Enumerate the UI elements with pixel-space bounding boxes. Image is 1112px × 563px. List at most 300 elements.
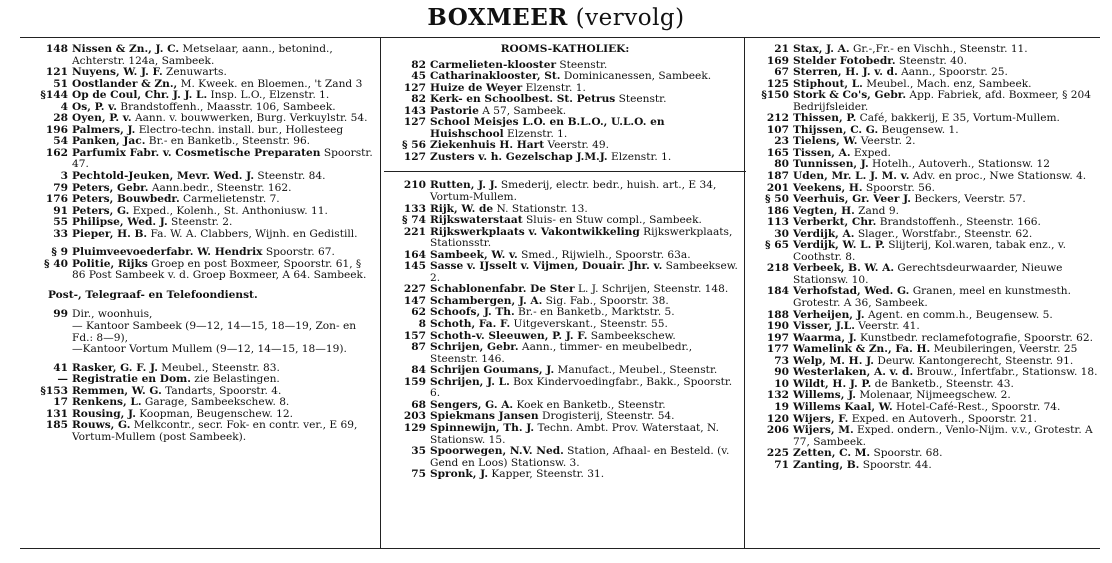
- entry-name: Willems Kaal, W.: [793, 400, 893, 413]
- phone-number: 127: [403, 81, 426, 94]
- phone-number: 55: [53, 216, 68, 229]
- entry-name: Sengers, G. A.: [430, 398, 514, 411]
- entry-name: Spinnewijn, Th. J.: [430, 421, 535, 434]
- directory-entry: [392, 261, 738, 284]
- entry-details: Steenstr.: [556, 58, 608, 71]
- entry-details: Aann., timmer- en meubelbedr., Steenstr. 146.: [430, 341, 693, 365]
- entry-name: Panken, Jac.: [72, 135, 146, 148]
- entry-name: Stork & Co's, Gebr.: [793, 89, 907, 102]
- entry-details: Hotel-Café-Rest., Spoorstr. 74.: [892, 400, 1061, 413]
- entry-details: Box Kindervoedingfabr., Bakk., Spoorstr. 6.: [430, 375, 733, 400]
- entry-details: Spoorstr. 56.: [862, 181, 935, 194]
- entry-name: Verberkt, Chr.: [793, 216, 877, 229]
- entry-details: Spoorstr. 44.: [859, 458, 932, 471]
- phone-number: 80: [774, 158, 789, 171]
- phone-number: 35: [411, 445, 426, 458]
- phone-number: 23: [774, 135, 789, 148]
- entry-details: Insp. L.O., Elzenstr. 1.: [207, 89, 330, 102]
- phone-number: 212: [766, 112, 789, 125]
- entry-name: Rousing, J.: [72, 407, 136, 420]
- entry-name: Catharinaklooster, St.: [430, 70, 561, 83]
- phone-number: 127: [403, 150, 426, 163]
- entry-details: Aann., Spoorstr. 25.: [897, 66, 1008, 79]
- entry-name: Stelder Fotobedr.: [793, 54, 896, 67]
- phone-number: 62: [411, 306, 426, 319]
- entry-name: Palmers, J.: [72, 123, 136, 136]
- phone-number: 99: [53, 308, 68, 321]
- section-heading: Post-, Telegraaf- en Telefoondienst.: [48, 288, 258, 301]
- phone-number: 82: [411, 93, 426, 106]
- phone-number: 210: [403, 179, 426, 192]
- phone-number: 33: [53, 227, 68, 240]
- phone-number: § 74: [402, 214, 426, 227]
- entry-text: [789, 460, 1105, 472]
- entry-details: Brandstoffenh., Steenstr. 166.: [876, 216, 1041, 229]
- entry-name: Parfumix Fabr. v. Cosmetische Preparaten: [72, 146, 321, 159]
- directory-entry: [30, 344, 374, 356]
- entry-details: Elzenstr. 1.: [522, 81, 586, 94]
- entry-name: Westerlaken, A. v. d.: [793, 366, 914, 379]
- column-1: [30, 44, 374, 444]
- phone-number: 184: [766, 285, 789, 298]
- entry-name: Verhofstad, Wed. G.: [793, 285, 910, 298]
- phone-number: 159: [403, 375, 426, 388]
- phone-number: 45: [411, 70, 426, 83]
- entry-text: [426, 227, 738, 250]
- phone-number: 190: [766, 320, 789, 333]
- phone-number: 176: [45, 193, 68, 206]
- phone-number: 196: [45, 123, 68, 136]
- entry-text: [426, 342, 738, 365]
- entry-name: Tunnissen, J.: [793, 158, 869, 171]
- entry-name: Wamelink & Zn., Fa. H.: [793, 343, 931, 356]
- entry-details: Metselaar, aann., betonind., Achterstr. 124a, Sambeek.: [72, 43, 333, 67]
- entry-text: [426, 377, 738, 400]
- entry-name: Willems, J.: [793, 389, 856, 402]
- entry-name: Pastorie: [430, 104, 479, 117]
- entry-name: Rijk, W. de: [430, 202, 494, 215]
- entry-name: Wijers, F.: [793, 412, 849, 425]
- entry-text: [789, 263, 1105, 286]
- entry-text: [426, 469, 738, 481]
- phone-number: 17: [53, 396, 68, 409]
- entry-details: Steenstr. 2.: [167, 216, 233, 229]
- entry-name: Tissen, A.: [793, 146, 851, 159]
- entry-name: Stiphout, L.: [793, 77, 863, 90]
- entry-details: Slijterij, Kol.waren, tabak enz., v. Coothstr. 8.: [793, 239, 1066, 263]
- phone-number: § 50: [765, 193, 789, 206]
- phone-number: 90: [774, 366, 789, 379]
- phone-number: 143: [403, 104, 426, 117]
- entry-details: Tandarts, Spoorstr. 4.: [161, 384, 282, 397]
- phone-number: 54: [53, 135, 68, 148]
- entry-details: Koek en Banketb., Steenstr.: [513, 398, 666, 411]
- phone-number: 51: [53, 77, 68, 90]
- phone-number: 10: [774, 377, 789, 390]
- entry-details: Steenstr. 40.: [895, 54, 967, 67]
- entry-details: Kunstbedr. reclamefotografie, Spoorstr. 62.: [856, 331, 1093, 344]
- phone-number: 129: [403, 421, 426, 434]
- entry-text: [68, 420, 374, 443]
- entry-name: Huize de Weyer: [430, 81, 523, 94]
- entry-details: Exped. ondern., Venlo-Nijm. v.v., Grotestr. A 77, Sambeek.: [793, 424, 1093, 448]
- phone-number: 84: [411, 364, 426, 377]
- directory-entry: [392, 469, 738, 481]
- entry-name: Tielens, W.: [793, 135, 858, 148]
- entry-name: Schoofs, J. Th.: [430, 306, 515, 319]
- phone-number: 71: [774, 458, 789, 471]
- entry-details: Steenstr.: [615, 93, 667, 106]
- entry-details: Sluis- en Stuw compl., Sambeek.: [522, 214, 702, 227]
- entry-details: Manufact., Meubel., Steenstr.: [554, 364, 718, 377]
- entry-details: M. Kweek. en Bloemen., 't Zand 3: [177, 77, 363, 90]
- phone-number: 197: [766, 331, 789, 344]
- rooms-katholiek-list: [392, 60, 738, 164]
- entry-text: [68, 229, 374, 241]
- entry-name: Pieper, H. B.: [72, 227, 148, 240]
- entry-details: Meubel., Mach. enz, Sambeek.: [862, 77, 1032, 90]
- phone-number: 177: [766, 343, 789, 356]
- column-2: [392, 44, 738, 481]
- directory-entry: [755, 286, 1105, 309]
- entry-name: Thijssen, C. G.: [793, 123, 879, 136]
- entry-details: Elzenstr. 1.: [503, 127, 568, 140]
- phone-number: 91: [53, 204, 68, 217]
- phone-number: 41: [53, 361, 68, 374]
- phone-number: 162: [45, 146, 68, 159]
- top-rule: [20, 37, 1100, 38]
- page-title: [0, 4, 1112, 31]
- entry-name: Oostlander & Zn.,: [72, 77, 178, 90]
- phone-number: 188: [766, 308, 789, 321]
- entry-name: Peters, G.: [72, 204, 130, 217]
- phone-number: 227: [403, 283, 426, 296]
- entry-details: Brouw., Infertfabr., Stationsw. 18.: [913, 366, 1098, 379]
- entry-name: Schrijen, Gebr.: [430, 341, 519, 354]
- entry-name: Veerhuis, Gr. Veer J.: [793, 193, 911, 206]
- entry-details: —Kantoor Vortum Mullem (9—12, 14—15, 18—19).: [72, 343, 347, 356]
- entry-details: Sambeekschew.: [587, 329, 676, 342]
- phone-number: § 40: [44, 257, 68, 270]
- entry-details: Dominicanessen, Sambeek.: [560, 70, 712, 83]
- phone-number: 113: [766, 216, 789, 229]
- entry-details: Gr.-,Fr.- en Vischh., Steenstr. 11.: [849, 43, 1028, 55]
- directory-entry: [392, 152, 738, 164]
- phone-number: 133: [403, 202, 426, 215]
- entry-details: Br.- en Banketb., Marktstr. 5.: [514, 306, 675, 319]
- entry-details: Brandstoffenh., Maasstr. 106, Sambeek.: [116, 100, 336, 113]
- phone-number: 185: [45, 419, 68, 432]
- entry-details: A 57, Sambeek.: [478, 104, 567, 117]
- phone-number: 120: [766, 412, 789, 425]
- phone-number: —: [57, 373, 68, 386]
- phone-number: §144: [40, 89, 68, 102]
- title-sub: (vervolg): [575, 5, 685, 31]
- entry-details: zie Belastingen.: [190, 373, 280, 386]
- entry-details: Café, bakkerij, E 35, Vortum-Mullem.: [856, 112, 1060, 125]
- entry-details: Meubileringen, Veerstr. 25: [930, 343, 1078, 356]
- column-3: [755, 44, 1105, 471]
- entry-details: Spoorstr. 67.: [262, 246, 335, 259]
- entry-name: Rijkswaterstaat: [430, 214, 523, 227]
- phone-number: § 9: [51, 246, 68, 259]
- entry-details: Br.- en Banketb., Steenstr. 96.: [145, 135, 311, 148]
- entry-details: Dir., woonhuis,: [72, 308, 153, 321]
- phone-number: 186: [766, 204, 789, 217]
- entry-name: Wijers, M.: [793, 424, 854, 437]
- entry-name: Nissen & Zn., J. C.: [72, 43, 180, 55]
- section-divider: [384, 171, 746, 172]
- entry-details: Adv. en proc., Nwe Stationsw. 4.: [909, 170, 1087, 183]
- entry-details: Groep en post Boxmeer, Spoorstr. 61, § 86 Post Sambeek v. d. Groep Boxmeer, A 64. Sambeek.: [72, 257, 367, 282]
- directory-entry: [392, 342, 738, 365]
- entry-details: Deurw. Kantongerecht, Steenstr. 91.: [873, 354, 1074, 367]
- phone-number: 165: [766, 146, 789, 159]
- directory-entry: [392, 423, 738, 446]
- phone-number: 19: [774, 400, 789, 413]
- entry-details: Electro-techn. install. bur., Hollesteeg: [135, 123, 344, 136]
- directory-entry: [392, 377, 738, 400]
- phone-number: 121: [45, 66, 68, 79]
- entry-text: [68, 321, 374, 344]
- entry-name: Verheijen, J.: [793, 308, 865, 321]
- entry-details: Uitgeverskant., Steenstr. 55.: [510, 318, 668, 331]
- entry-details: Smederij, electr. bedr., huish. art., E 34, Vortum-Mullem.: [430, 179, 717, 204]
- phone-number: 28: [53, 112, 68, 125]
- entry-name: Spiekmans Jansen: [430, 410, 539, 423]
- phone-number: 4: [60, 100, 68, 113]
- phone-number: 8: [418, 318, 426, 331]
- entry-details: L. J. Schrijen, Steenstr. 148.: [574, 283, 729, 296]
- directory-entry: [755, 240, 1105, 263]
- directory-entry: [30, 229, 374, 241]
- entry-name: Rutten, J. J.: [430, 179, 498, 192]
- entry-name: Politie, Rijks: [72, 257, 148, 270]
- directory-entry: [755, 90, 1105, 113]
- directory-entry: [392, 117, 738, 140]
- entry-name: Schrijen, J. L.: [430, 375, 510, 388]
- entry-name: Remmen, W. G.: [72, 384, 162, 397]
- phone-number: 67: [774, 66, 789, 79]
- entry-details: Garage, Sambeekschew. 8.: [141, 396, 290, 409]
- entry-name: Carmelieten-klooster: [430, 58, 557, 71]
- entry-details: Slager., Worstfabr., Steenstr. 62.: [854, 227, 1033, 240]
- entry-name: Uden, Mr. L. J. M. v.: [793, 170, 910, 183]
- entry-name: Peters, Gebr.: [72, 181, 149, 194]
- phone-number: 206: [766, 424, 789, 437]
- phone-number: 203: [403, 410, 426, 423]
- phone-number: 169: [766, 54, 789, 67]
- entry-details: Fa. W. A. Clabbers, Wijnh. en Gedistill.: [147, 227, 358, 240]
- entry-details: Spoorstr. 68.: [870, 447, 943, 460]
- phone-number: 132: [766, 389, 789, 402]
- entry-details: Spoorstr. 47.: [72, 146, 373, 171]
- phone-number: 87: [411, 341, 426, 354]
- phone-number: 221: [403, 225, 426, 238]
- entry-details: Carmelietenstr. 7.: [179, 193, 280, 206]
- title-main: BOXMEER: [427, 4, 568, 31]
- entry-details: Exped.: [850, 146, 891, 159]
- entry-details: Hotelh., Autoverh., Stationsw. 12: [868, 158, 1050, 171]
- entry-details: Koopman, Beugenschew. 12.: [135, 407, 293, 420]
- entry-name: Peters, Bouwbedr.: [72, 193, 180, 206]
- entry-name: Pechtold-Jeuken, Mevr. Wed. J.: [72, 170, 255, 183]
- entry-text: [68, 148, 374, 171]
- directory-entry: [30, 259, 374, 282]
- directory-entry: [392, 227, 738, 250]
- entry-name: Schoth, Fa. F.: [430, 318, 511, 331]
- entry-name: Vegten, H.: [793, 204, 855, 217]
- phone-number: 73: [774, 354, 789, 367]
- phone-number: 125: [766, 77, 789, 90]
- entry-name: Wildt, H. J. P.: [793, 377, 872, 390]
- entry-text: [789, 425, 1105, 448]
- entry-name: Schrijen Goumans, J.: [430, 364, 555, 377]
- phone-number: 68: [411, 398, 426, 411]
- phone-number: 75: [411, 468, 426, 481]
- entry-text: [789, 286, 1105, 309]
- entry-details: Kapper, Steenstr. 31.: [488, 468, 605, 481]
- phone-number: §150: [761, 89, 789, 102]
- phone-number: 131: [45, 407, 68, 420]
- entry-details: Zenuwarts.: [162, 66, 227, 79]
- entry-name: Schambergen, J. A.: [430, 294, 543, 307]
- phone-number: § 65: [765, 239, 789, 252]
- entry-name: Zanting, B.: [793, 458, 860, 471]
- entry-details: Meubel., Steenstr. 83.: [157, 361, 280, 374]
- directory-entry: [755, 460, 1105, 472]
- entry-text: [789, 90, 1105, 113]
- entry-details: Techn. Ambt. Prov. Waterstaat, N. Stationsw. 15.: [430, 421, 719, 446]
- entry-text: [426, 261, 738, 284]
- entry-details: Smed., Rijwielh., Spoorstr. 63a.: [517, 248, 691, 261]
- entry-details: Station, Afhaal- en Besteld. (v. Gend en Loos) Stationsw. 3.: [430, 445, 730, 469]
- column-divider-1: [380, 38, 381, 549]
- entry-text: [426, 152, 738, 164]
- phone-number: 21: [774, 43, 789, 55]
- directory-entry: [30, 148, 374, 171]
- bottom-rule: [20, 548, 1100, 549]
- phone-number: 157: [403, 329, 426, 342]
- entry-name: Op de Coul, Chr. J. J. L.: [72, 89, 208, 102]
- entry-details: App. Fabriek, afd. Boxmeer, § 204 Bedrijfsleider.: [793, 89, 1091, 113]
- entry-details: Melkcontr., secr. Fok- en contr. ver., E 69, Vortum-Mullem (post Sambeek).: [72, 419, 358, 443]
- phone-number: 225: [766, 447, 789, 460]
- entry-name: Nuyens, W. J. F.: [72, 66, 163, 79]
- entry-name: Philipse, Wed. J.: [72, 216, 168, 229]
- entry-text: [789, 240, 1105, 263]
- entry-name: Sambeek, W. v.: [430, 248, 518, 261]
- entry-name: Waarma, J.: [793, 331, 857, 344]
- phone-number: 148: [45, 43, 68, 55]
- entry-details: Granen, meel en kunstmesth. Grotestr. A 36, Sambeek.: [793, 285, 1071, 310]
- entry-text: [426, 180, 738, 203]
- entry-text: [68, 44, 374, 67]
- entry-name: Veekens, H.: [793, 181, 863, 194]
- phone-number: [30, 344, 68, 356]
- entry-name: Rouws, G.: [72, 419, 131, 432]
- phone-number: 79: [53, 181, 68, 194]
- entry-details: Veerstr. 41.: [854, 320, 920, 333]
- entry-name: Verdijk, W. L. P.: [793, 239, 885, 252]
- entry-name: Spronk, J.: [430, 468, 489, 481]
- directory-entry: [755, 263, 1105, 286]
- entry-details: Molenaar, Nijmeegschew. 2.: [855, 389, 1011, 402]
- entry-details: Elzenstr. 1.: [607, 150, 672, 163]
- entry-name: Verbeek, B. W. A.: [793, 262, 895, 275]
- entry-details: Beckers, Veerstr. 57.: [910, 193, 1026, 206]
- phone-number: 30: [774, 227, 789, 240]
- entry-details: Sambeeksew. 2.: [430, 260, 738, 284]
- directory-entry: [755, 425, 1105, 448]
- section-heading: ROOMS-KATHOLIEK:: [500, 43, 630, 55]
- phone-number: 147: [403, 294, 426, 307]
- phone-number: 145: [403, 260, 426, 273]
- entry-text: [426, 423, 738, 446]
- entry-name: School Meisjes L.O. en B.L.O., U.L.O. en Huishschool: [430, 116, 665, 140]
- directory-entry: [30, 420, 374, 443]
- entry-name: Pluimveevoederfabr. W. Hendrix: [72, 246, 263, 259]
- entry-details: Agent. en comm.h., Beugensew. 5.: [864, 308, 1053, 321]
- entry-details: Steenstr. 84.: [254, 170, 326, 183]
- entry-details: Aann.bedr., Steenstr. 162.: [148, 181, 292, 194]
- entry-details: Drogisterij, Steenstr. 54.: [538, 410, 675, 423]
- entry-name: Sterren, H. J. v. d.: [793, 66, 898, 79]
- column-divider-2: [744, 38, 745, 549]
- entry-name: Rasker, G. F. J.: [72, 361, 158, 374]
- entry-name: Schoth-v. Sleeuwen, P. J. F.: [430, 329, 588, 342]
- entry-details: Gerechtsdeurwaarder, Nieuwe Stationsw. 10.: [793, 262, 1063, 286]
- entry-details: — Kantoor Sambeek (9—12, 14—15, 18—19, Zon- en Fd.: 8—9),: [72, 320, 357, 344]
- directory-entry: [30, 321, 374, 344]
- entry-name: Ziekenhuis H. Hart: [430, 139, 545, 152]
- entry-name: Sasse v. IJsselt v. Vijmen, Douair. Jhr. v.: [430, 260, 663, 273]
- phone-number: 187: [766, 170, 789, 183]
- entry-details: Zand 9.: [854, 204, 899, 217]
- entry-name: Os, P. v.: [72, 100, 117, 113]
- entry-name: Zetten, C. M.: [793, 447, 871, 460]
- phone-number: 107: [766, 123, 789, 136]
- phone-number: 218: [766, 262, 789, 275]
- entry-name: Renkens, L.: [72, 396, 142, 409]
- entry-details: Aann. v. bouwwerken, Burg. Verkuylstr. 54.: [131, 112, 368, 125]
- entry-details: Veerstr. 2.: [857, 135, 916, 148]
- entry-details: Sig. Fab., Spoorstr. 38.: [542, 294, 669, 307]
- entry-name: Welp, M. H. J.: [793, 354, 874, 367]
- entry-text: [68, 344, 374, 356]
- entry-text: [426, 117, 738, 140]
- phone-number: [30, 321, 68, 344]
- entry-name: Oyen, P. v.: [72, 112, 132, 125]
- entry-name: Verdijk, A.: [793, 227, 855, 240]
- entry-text: [426, 446, 738, 469]
- phone-number: 82: [411, 58, 426, 71]
- entry-text: [68, 259, 374, 282]
- phone-number: § 56: [402, 139, 426, 152]
- entry-details: Exped. en Autoverh., Spoorstr. 21.: [848, 412, 1037, 425]
- phone-number: 164: [403, 248, 426, 261]
- entry-name: Stax, J. A.: [793, 43, 850, 55]
- entry-details: de Banketb., Steenstr. 43.: [871, 377, 1014, 390]
- entry-details: N. Stationstr. 13.: [493, 202, 588, 215]
- directory-entry: [392, 446, 738, 469]
- entry-details: Veerstr. 49.: [544, 139, 609, 152]
- phone-number: 127: [403, 116, 426, 129]
- directory-entry: [392, 180, 738, 203]
- directory-entry: [30, 44, 374, 67]
- entry-details: Rijkswerkplaats, Stationsstr.: [430, 225, 733, 250]
- entry-name: Visser, J.L.: [793, 320, 855, 333]
